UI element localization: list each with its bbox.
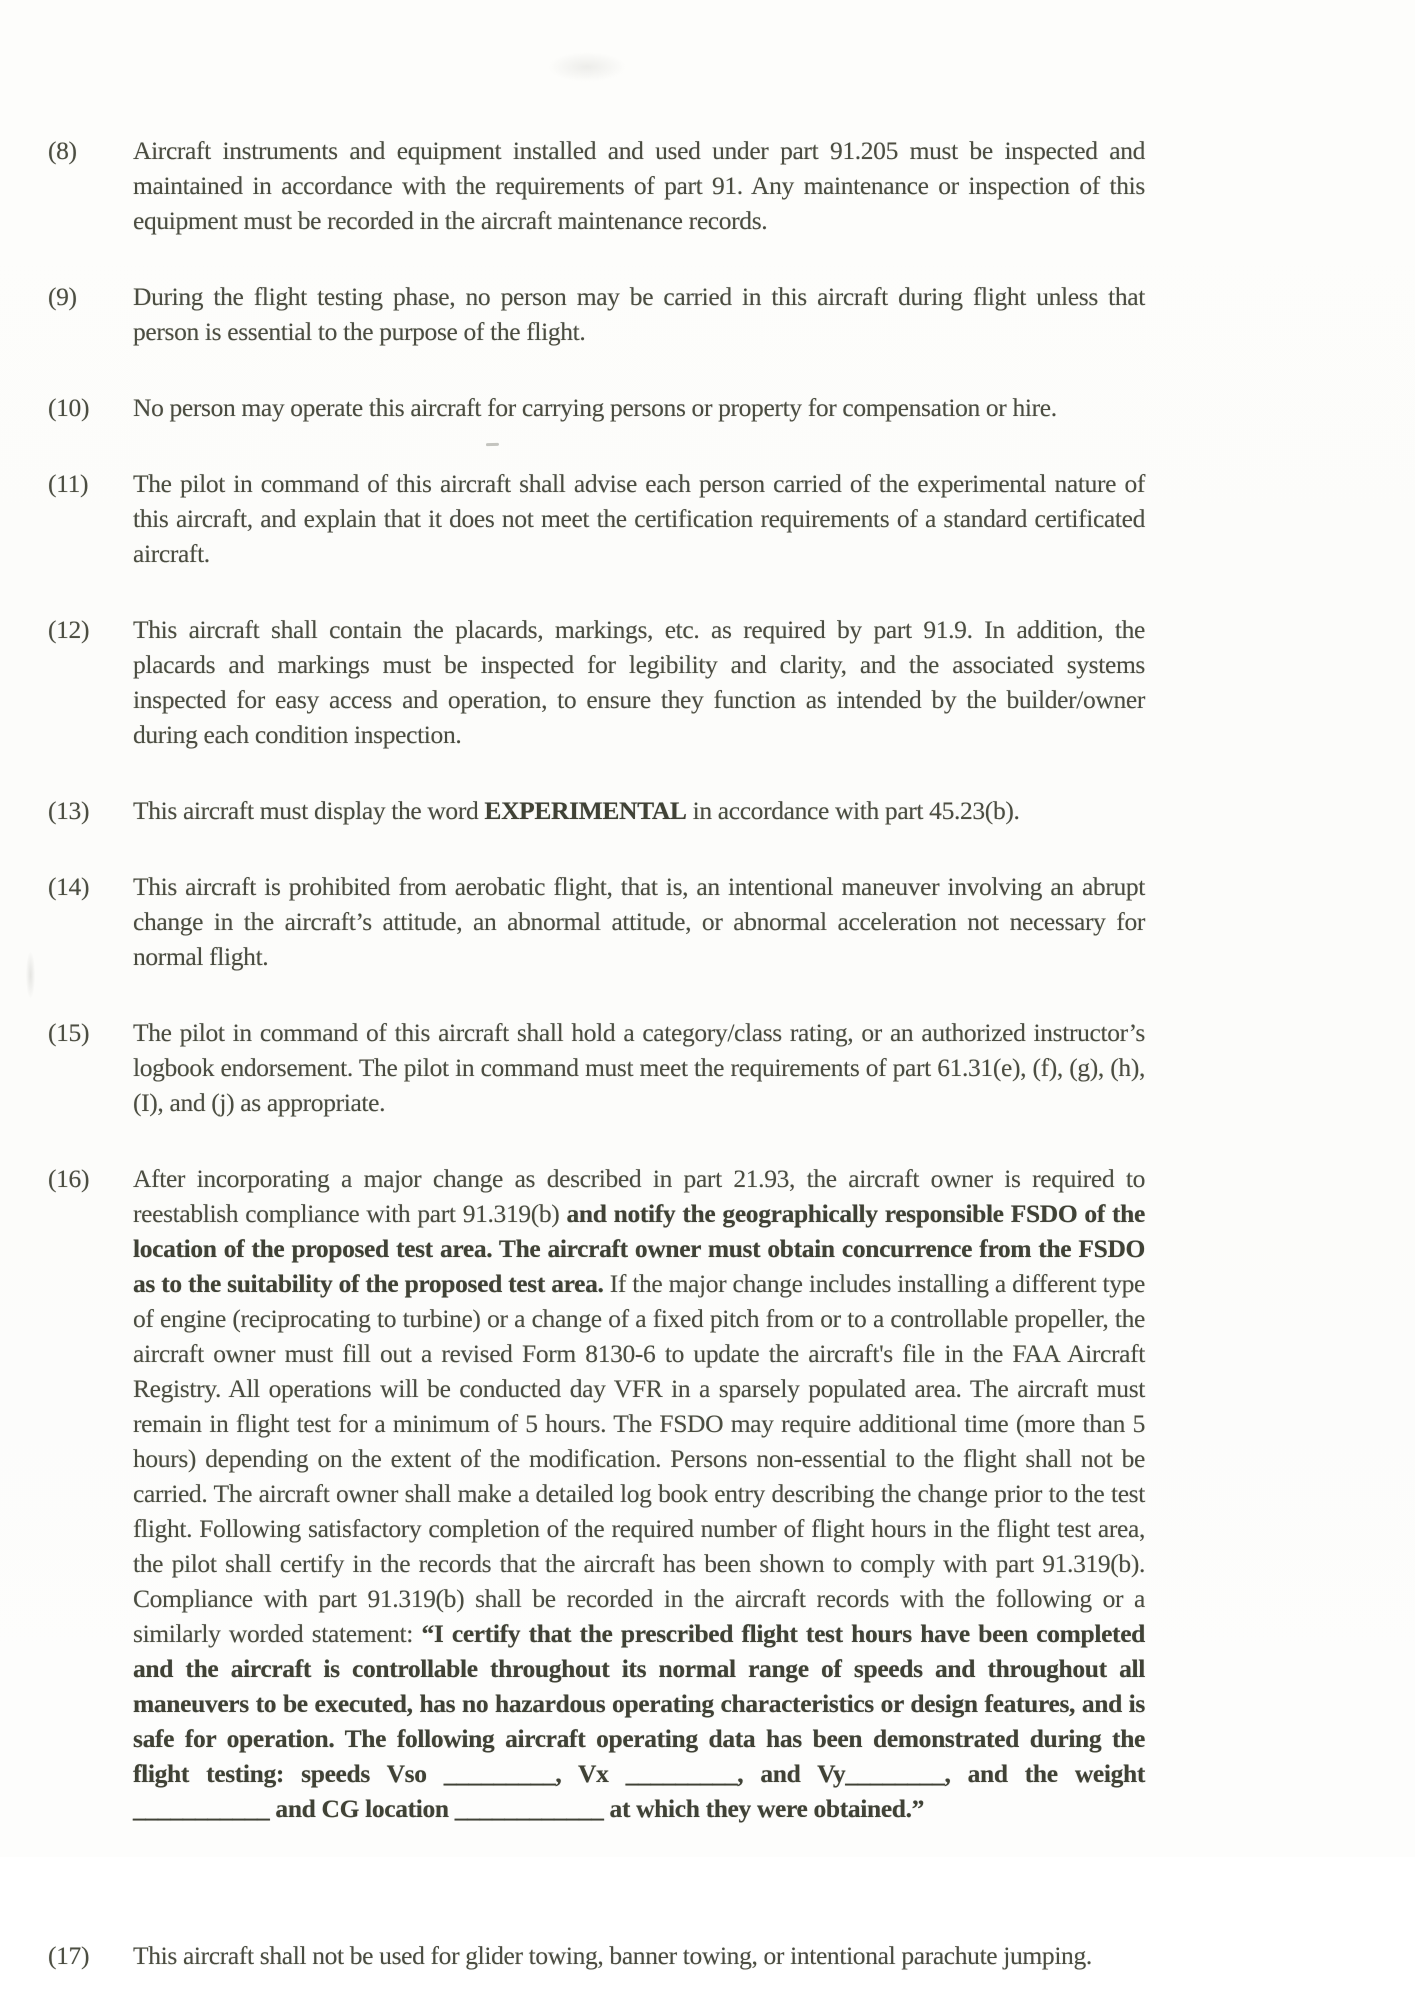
bold-text-segment: and notify the geographically responsible FSDO of the location of the proposed test area. The aircraft owner must obtain concurrence from the FSDO as to the suitability of the proposed test area. [133,1199,1145,1298]
text-segment: This aircraft must display the word [133,796,485,825]
item-text [133,612,1145,752]
item-number: (16) [48,1164,90,1193]
text-segment: This aircraft is prohibited from aerobatic flight, that is, an intentional maneuver involving an abrupt change in the aircraft’s attitude, an abnormal attitude, or abnormal acceleration not necessary for normal flight. [133,872,1145,971]
item-number: (10) [48,393,90,422]
limitation-item-10 [48,390,1148,425]
item-text [133,466,1145,571]
text-segment: in accordance with part 45.23(b). [686,796,1020,825]
item-text [133,869,1145,974]
text-segment: No person may operate this aircraft for carrying persons or property for compensation or hire. [133,393,1057,422]
item-number: (9) [48,282,77,311]
limitations-list [48,133,1148,2014]
scan-smudge-left-artifact [26,952,35,998]
item-number: (8) [48,136,77,165]
bold-text-segment: “I certify that the prescribed flight test hours have been completed and the aircraft is controllable throughout its normal range of speeds and throughout all maneuvers to be executed, has no hazardous operating characteristics or design features, and is safe for operation. The following aircraft operating data has been demonstrated during the flight testing: speeds Vso _________, Vx _________, and Vy________, and the weight ___________ and CG location ____________ at which they were obtained.” [133,1619,1145,1823]
item-text [133,133,1145,238]
item-number: (12) [48,615,90,644]
text-segment: Aircraft instruments and equipment installed and used under part 91.205 must be inspected and maintained in accordance with the requirements of part 91. Any maintenance or inspection of this equipment must be recorded in the aircraft maintenance records. [133,136,1145,235]
text-segment: This aircraft shall not be used for glider towing, banner towing, or intentional parachute jumping. [133,1941,1092,1970]
item-number: (11) [48,469,89,498]
item-text [133,1161,1145,1826]
text-segment: This aircraft shall contain the placards, markings, etc. as required by part 91.9. In addition, the placards and markings must be inspected for legibility and clarity, and the associated systems inspected for easy access and operation, to ensure they function as intended by the builder/owner during each condition inspection. [133,615,1145,749]
limitation-item-17 [48,1938,1148,1973]
item-number: (13) [48,796,90,825]
item-text [133,793,1145,828]
item-text [133,1015,1145,1120]
item-text [133,390,1145,425]
limitation-item-8 [48,133,1148,238]
item-number: (17) [48,1941,90,1970]
text-segment: If the major change includes installing a different type of engine (reciprocating to turbine) or a change of a fixed pitch from or to a controllable propeller, the aircraft owner must fill out a revised Form 8130-6 to update the aircraft's file in the FAA Aircraft Registry. All operations will be conducted day VFR in a sparsely populated area. The aircraft must remain in flight test for a minimum of 5 hours. The FSDO may require additional time (more than 5 hours) depending on the extent of the modification. Persons non-essential to the flight shall not be carried. The aircraft owner shall make a detailed log book entry describing the change prior to the test flight. Following satisfactory completion of the required number of flight hours in the flight test area, the pilot shall certify in the records that the aircraft has been shown to comply with part 91.319(b). Compliance with part 91.319(b) shall be recorded in the aircraft records with the following or a similarly worded statement: [133,1269,1146,1648]
limitation-item-16 [48,1161,1148,1826]
limitation-item-11 [48,466,1148,571]
item-number: (15) [48,1018,90,1047]
limitation-item-14 [48,869,1148,974]
text-segment: After incorporating a major change as described in part 21.93, the aircraft owner is required to reestablish compliance with part 91.319(b) [133,1164,1145,1228]
text-segment: During the flight testing phase, no person may be carried in this aircraft during flight unless that person is essential to the purpose of the flight. [133,282,1145,346]
text-segment: The pilot in command of this aircraft shall advise each person carried of the experimental nature of this aircraft, and explain that it does not meet the certification requirements of a standard certificated aircraft. [133,469,1145,568]
limitation-item-9 [48,279,1148,349]
limitation-item-15 [48,1015,1148,1120]
item-text [133,1938,1145,1973]
item-number: (14) [48,872,90,901]
bold-text-segment: EXPERIMENTAL [484,796,687,825]
limitation-item-13 [48,793,1148,828]
limitation-item-12 [48,612,1148,752]
text-segment: The pilot in command of this aircraft shall hold a category/class rating, or an authorized instructor’s logbook endorsement. The pilot in command must meet the requirements of part 61.31(e), (f), (g), (h), (I), and (j) as appropriate. [133,1018,1145,1117]
scan-smudge-artifact [548,52,626,82]
item-text [133,279,1145,349]
